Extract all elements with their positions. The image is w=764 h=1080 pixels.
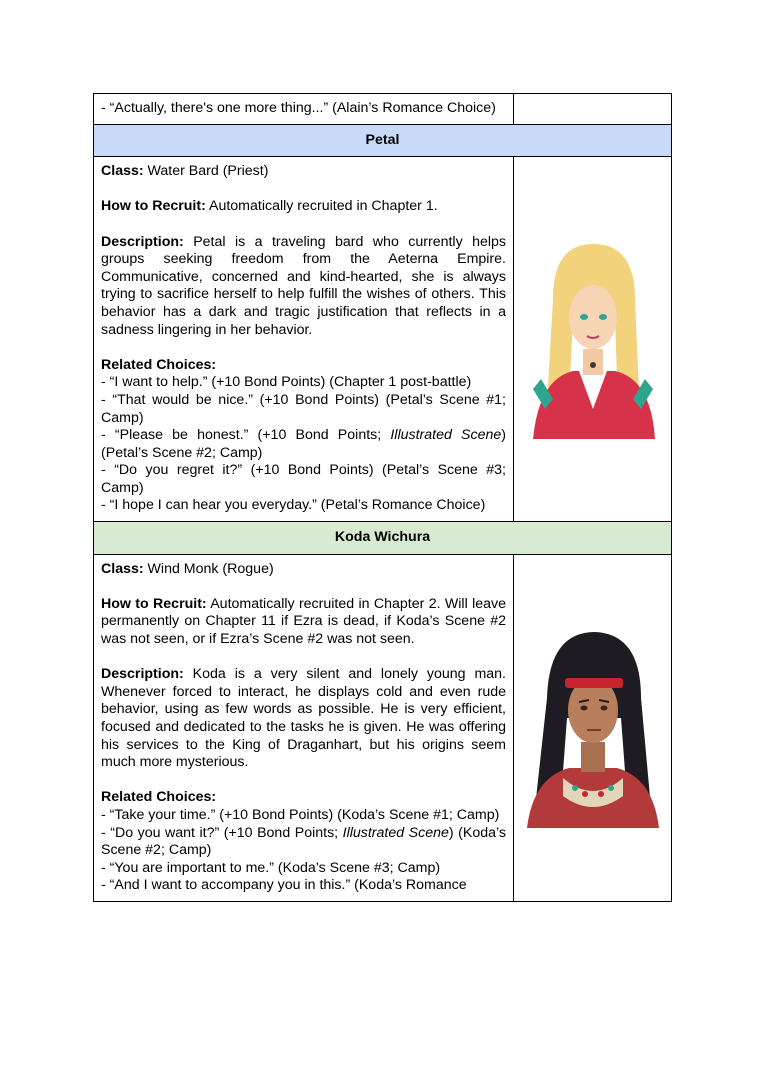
list-item: - “You are important to me.” (Koda’s Scene #3; Camp) xyxy=(101,859,441,876)
koda-portrait-cell xyxy=(514,554,672,901)
list-item: - “Take your time.” (+10 Bond Points) (Koda’s Scene #1; Camp) xyxy=(101,806,500,823)
table-row xyxy=(94,554,672,901)
choice-text: - “Actually, there's one more thing...” (Alain’s Romance Choice) xyxy=(101,100,496,116)
petal-class: Class: Water Bard (Priest) xyxy=(101,163,269,180)
list-item: - “I want to help.” (+10 Bond Points) (Chapter 1 post-battle) xyxy=(101,374,472,391)
petal-portrait xyxy=(523,239,663,439)
petal-choices: Related Choices: - “I want to help.” (+10 Bond Points) (Chapter 1 post-battle) - “That would be nice.” (+10 Bond Points) (Petal’s Scene #1; Camp) - “Please be honest.” (+10 Bond Points; Illustrated Scene) (Petal’s Scene #2; Camp) - “Do you regret it?” (+10 Bond Points) (Petal’s Scene #3; Camp) - “I hope I can hear you everyday.” (Petal’s Romance Choice) xyxy=(101,356,506,514)
table-row xyxy=(94,94,672,125)
koda-choices: Related Choices: - “Take your time.” (+10 Bond Points) (Koda’s Scene #1; Camp) - “Do you want it?” (+10 Bond Points; Illustrated Scene) (Koda’s Scene #2; Camp) - “You are important to me.” (Koda’s Scene #3; Camp) - “And I want to accompany you in this.” (Koda’s Romance xyxy=(101,789,507,894)
companion-table xyxy=(93,93,672,902)
table-row xyxy=(94,124,672,157)
koda-portrait xyxy=(523,628,663,828)
koda-info xyxy=(94,554,514,901)
list-item: - “That would be nice.” (+10 Bond Points) (Petal’s Scene #1; Camp) xyxy=(101,391,506,426)
table-row xyxy=(94,522,672,555)
list-item: - “Do you regret it?” (+10 Bond Points) (Petal’s Scene #3; Camp) xyxy=(101,462,506,496)
alain-romance-choice xyxy=(94,94,514,125)
koda-class: Class: Wind Monk (Rogue) xyxy=(101,560,274,577)
petal-header: Petal xyxy=(94,124,672,157)
list-item: - “I hope I can hear you everyday.” (Petal’s Romance Choice) xyxy=(101,497,486,514)
table-row xyxy=(94,157,672,522)
koda-header: Koda Wichura xyxy=(94,522,672,555)
list-item: - “And I want to accompany you in this.” (Koda’s Romance xyxy=(101,877,467,894)
petal-info xyxy=(94,157,514,522)
petal-description: Description: Petal is a traveling bard who currently helps groups seeking freedom from the Aeterna Empire. Communicative, concerned and kind-hearted, she is always trying to sacrifice herself to help fulfill the wishes of others. This behavior has a dark and tragic justification that reflects in a sadness lingering in her behavior. xyxy=(101,233,506,338)
petal-portrait-cell xyxy=(514,157,672,522)
list-item: - “Please be honest.” (+10 Bond Points; Illustrated Scene) (Petal’s Scene #2; Camp) xyxy=(101,427,506,461)
petal-recruit: How to Recruit: Automatically recruited in Chapter 1. xyxy=(101,198,438,215)
list-item: - “Do you want it?” (+10 Bond Points; Illustrated Scene) (Koda’s Scene #2; Camp) xyxy=(101,824,507,859)
koda-description: Description: Koda is a very silent and lonely young man. Whenever forced to interact, he displays cold and even rude behavior, using as few words as possible. He is very efficient, focused and dedicated to the tasks he is given. He was offering his services to the King of Draganhart, but his origins seem much more mysterious. xyxy=(101,666,506,771)
empty-image-cell xyxy=(514,94,672,125)
koda-recruit: How to Recruit: Automatically recruited in Chapter 2. Will leave permanently on Chapter 11 if Ezra is dead, if Koda’s Scene #2 was not seen, or if Ezra’s Scene #2 was not seen. xyxy=(101,595,507,648)
